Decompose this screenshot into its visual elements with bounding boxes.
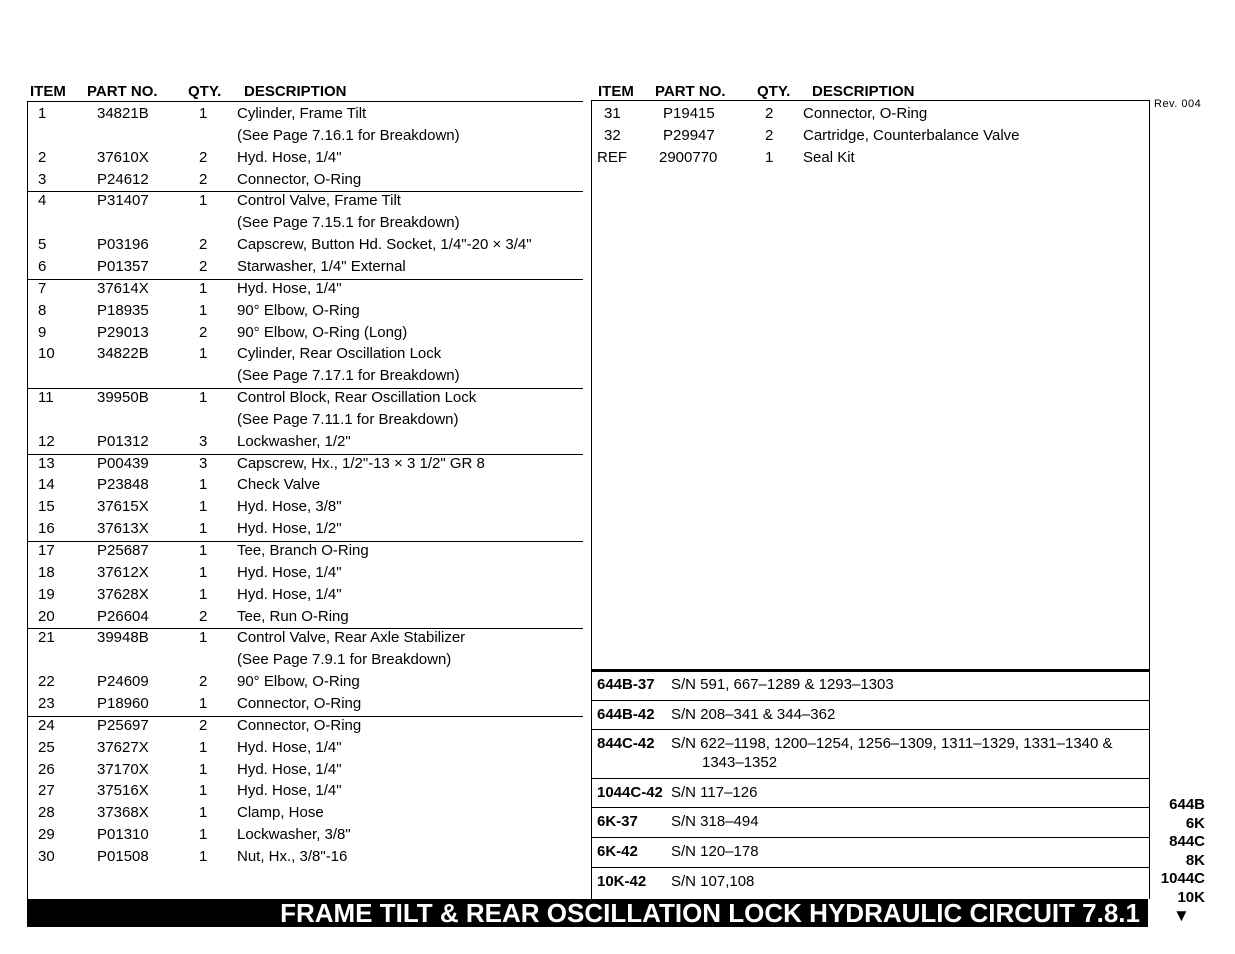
qty-cell: 1 [199, 804, 208, 822]
qty-cell: 1 [199, 301, 208, 319]
qty-cell: 1 [199, 629, 208, 647]
serial-entry [597, 705, 1147, 724]
part-no-cell: P31407 [97, 192, 149, 210]
serial-separator [592, 700, 1149, 701]
description-cell: Control Valve, Frame Tilt [237, 192, 401, 210]
serial-range: S/N 107,108 [671, 873, 755, 890]
part-no-cell: P29947 [663, 126, 715, 144]
group-separator [27, 388, 583, 389]
description-cell: Hyd. Hose, 1/4" [237, 760, 342, 778]
table-row [0, 453, 590, 475]
table-row [0, 365, 590, 387]
item-cell: 23 [38, 694, 55, 712]
table-row [0, 409, 590, 431]
part-no-cell: P18960 [97, 694, 149, 712]
qty-cell: 1 [199, 279, 208, 297]
part-no-cell: 37615X [97, 498, 149, 516]
table-row [0, 322, 590, 344]
serial-entry [597, 783, 1147, 802]
description-cell: Tee, Branch O-Ring [237, 542, 369, 559]
part-no-cell: P01508 [97, 847, 149, 865]
serial-range: S/N 318–494 [671, 813, 759, 830]
description-cell: Connector, O-Ring [237, 694, 362, 712]
side-model: 10K [1177, 888, 1205, 906]
qty-cell: 1 [199, 563, 208, 581]
serial-model: 644B-37 [597, 676, 655, 693]
group-separator [27, 454, 583, 455]
table-row [0, 518, 590, 540]
table-row [0, 715, 590, 737]
part-no-cell: 34822B [97, 345, 149, 363]
item-cell: 2 [38, 148, 47, 166]
table-row [0, 300, 590, 322]
part-no-cell: 37613X [97, 520, 149, 538]
part-no-cell: P29013 [97, 323, 149, 341]
description-cell: Lockwasher, 1/2" [237, 432, 351, 450]
serial-separator [592, 778, 1149, 779]
description-cell: 90° Elbow, O-Ring [237, 673, 360, 691]
table-row [0, 103, 1150, 125]
qty-cell: 2 [765, 126, 774, 144]
description-cell: Cartridge, Counterbalance Valve [803, 126, 1020, 144]
description-cell: (See Page 7.11.1 for Breakdown) [237, 410, 459, 428]
serial-entry [597, 842, 1147, 861]
serial-separator [592, 729, 1149, 730]
description-cell: Hyd. Hose, 1/4" [237, 782, 342, 800]
arrow-down-icon: ▼ [1173, 906, 1190, 925]
qty-cell: 2 [199, 257, 208, 275]
group-separator [27, 279, 583, 280]
header-description: DESCRIPTION [244, 83, 347, 100]
item-cell: 3 [38, 170, 47, 188]
serial-range: S/N 208–341 & 344–362 [671, 706, 836, 723]
item-cell: 4 [38, 192, 47, 210]
description-cell: Nut, Hx., 3/8"-16 [237, 847, 348, 865]
description-cell: Lockwasher, 3/8" [237, 826, 351, 844]
description-cell: Hyd. Hose, 1/4" [237, 585, 342, 603]
table-row [0, 846, 590, 868]
table-row [0, 147, 1150, 169]
item-cell: 19 [38, 585, 55, 603]
item-cell: 20 [38, 607, 55, 625]
side-model: 844C [1169, 833, 1205, 850]
qty-cell: 2 [199, 607, 208, 625]
table-row [0, 649, 590, 671]
table-row [0, 256, 590, 278]
qty-cell: 1 [199, 847, 208, 865]
part-no-cell: 34821B [97, 105, 149, 122]
item-cell: 11 [38, 389, 54, 407]
description-cell: Capscrew, Hx., 1/2"-13 × 3 1/2" GR 8 [237, 454, 485, 472]
part-no-cell: 37368X [97, 804, 149, 822]
serial-separator [592, 867, 1149, 868]
description-cell: Hyd. Hose, 1/4" [237, 563, 342, 581]
serial-range-continued: 1343–1352 [702, 754, 778, 771]
header-item: ITEM [598, 83, 634, 100]
table-row [0, 431, 590, 453]
serial-entry [597, 812, 1147, 831]
part-no-cell: 39948B [97, 629, 149, 647]
qty-cell: 1 [199, 192, 208, 210]
revision-label: Rev. 004 [1154, 98, 1202, 110]
table-row [0, 627, 590, 649]
table-row [0, 759, 590, 781]
item-cell: 7 [38, 279, 47, 297]
item-cell: 12 [38, 432, 55, 450]
qty-cell: 2 [765, 105, 774, 122]
table-row [0, 802, 590, 824]
qty-cell: 1 [199, 694, 208, 712]
description-cell: Clamp, Hose [237, 804, 324, 822]
qty-cell: 2 [199, 673, 208, 691]
table-row [0, 496, 590, 518]
item-cell: 32 [604, 126, 621, 144]
part-no-cell: P26604 [97, 607, 149, 625]
part-no-cell: 37170X [97, 760, 149, 778]
side-model: 644B [1169, 796, 1205, 813]
serial-model: 6K-42 [597, 843, 638, 860]
part-no-cell: 37612X [97, 563, 149, 581]
part-no-cell: P00439 [97, 454, 149, 472]
qty-cell: 1 [199, 826, 208, 844]
table-row [0, 824, 590, 846]
qty-cell: 1 [199, 498, 208, 516]
description-cell: Control Block, Rear Oscillation Lock [237, 389, 477, 407]
part-no-cell: P24612 [97, 170, 149, 188]
table-row [0, 780, 590, 802]
qty-cell: 1 [199, 738, 208, 756]
part-no-cell: P01312 [97, 432, 149, 450]
part-no-cell: P25697 [97, 716, 149, 734]
group-separator [27, 628, 583, 629]
table-row [0, 540, 590, 562]
description-cell: Capscrew, Button Hd. Socket, 1/4"-20 × 3/4" [237, 236, 532, 254]
description-cell: Starwasher, 1/4" External [237, 257, 406, 275]
description-cell: 90° Elbow, O-Ring [237, 301, 360, 319]
qty-cell: 2 [199, 236, 208, 254]
item-cell: 13 [38, 454, 55, 472]
item-cell: 18 [38, 563, 55, 581]
table-row [0, 606, 590, 628]
item-cell: REF [597, 148, 627, 166]
header-item: ITEM [30, 83, 66, 100]
item-cell: 16 [38, 520, 55, 538]
item-cell: 29 [38, 826, 55, 844]
qty-cell: 1 [199, 542, 208, 559]
description-cell: Check Valve [237, 476, 321, 494]
serial-range: S/N 622–1198, 1200–1254, 1256–1309, 1311–1329, 1331–1340 & [671, 735, 1113, 752]
part-no-cell: 37627X [97, 738, 149, 756]
part-no-cell: P25687 [97, 542, 149, 559]
part-no-cell: 37516X [97, 782, 149, 800]
qty-cell: 3 [199, 454, 208, 472]
header-qty: QTY. [188, 83, 222, 100]
item-cell: 15 [38, 498, 55, 516]
right-table-right-rule [1149, 100, 1150, 899]
description-cell: Seal Kit [803, 148, 855, 166]
description-cell: 90° Elbow, O-Ring (Long) [237, 323, 408, 341]
part-no-cell: 39950B [97, 389, 149, 407]
item-cell: 27 [38, 782, 55, 800]
item-cell: 1 [38, 105, 47, 122]
description-cell: (See Page 7.15.1 for Breakdown) [237, 214, 460, 232]
item-cell: 10 [38, 345, 55, 363]
qty-cell: 1 [199, 520, 208, 538]
description-cell: Cylinder, Frame Tilt [237, 105, 367, 122]
description-cell: Cylinder, Rear Oscillation Lock [237, 345, 442, 363]
item-cell: 21 [38, 629, 55, 647]
item-cell: 30 [38, 847, 55, 865]
qty-cell: 2 [199, 170, 208, 188]
qty-cell: 1 [199, 476, 208, 494]
serial-separator [592, 837, 1149, 838]
qty-cell: 3 [199, 432, 208, 450]
header-qty: QTY. [757, 83, 791, 100]
part-no-cell: P18935 [97, 301, 149, 319]
item-cell: 14 [38, 476, 55, 494]
item-cell: 28 [38, 804, 55, 822]
qty-cell: 1 [199, 105, 208, 122]
description-cell: (See Page 7.16.1 for Breakdown) [237, 126, 460, 144]
table-row [0, 278, 590, 300]
description-cell: (See Page 7.17.1 for Breakdown) [237, 367, 460, 385]
part-no-cell: 2900770 [659, 148, 718, 166]
description-cell: Hyd. Hose, 1/4" [237, 738, 342, 756]
part-no-cell: P01357 [97, 257, 149, 275]
part-no-cell: 37614X [97, 279, 149, 297]
table-row [0, 584, 590, 606]
side-model: 1044C [1160, 870, 1205, 887]
item-cell: 17 [38, 542, 55, 559]
group-separator [27, 541, 583, 542]
table-row [0, 671, 590, 693]
qty-cell: 1 [199, 345, 208, 363]
description-cell: Hyd. Hose, 1/2" [237, 520, 342, 538]
serial-entry [597, 734, 1147, 772]
serial-model: 1044C-42 [597, 784, 663, 801]
qty-cell: 1 [765, 148, 774, 166]
item-cell: 22 [38, 673, 55, 691]
description-cell: Control Valve, Rear Axle Stabilizer [237, 629, 466, 647]
item-cell: 9 [38, 323, 47, 341]
table-row [0, 474, 590, 496]
part-no-cell: P23848 [97, 476, 149, 494]
header-part-no: PART NO. [87, 83, 158, 100]
serial-model: 644B-42 [597, 706, 655, 723]
serial-section-top-rule [591, 669, 1150, 672]
table-row [0, 234, 590, 256]
qty-cell: 1 [199, 389, 208, 407]
table-row [0, 343, 590, 365]
description-cell: Connector, O-Ring [803, 105, 928, 122]
description-cell: Hyd. Hose, 1/4" [237, 148, 342, 166]
description-cell: Hyd. Hose, 3/8" [237, 498, 342, 516]
qty-cell: 1 [199, 782, 208, 800]
part-no-cell: P24609 [97, 673, 149, 691]
qty-cell: 2 [199, 716, 208, 734]
part-no-cell: P03196 [97, 236, 149, 254]
item-cell: 24 [38, 716, 55, 734]
serial-range: S/N 120–178 [671, 843, 759, 860]
side-model-list [1161, 796, 1205, 907]
serial-entry [597, 872, 1147, 891]
description-cell: (See Page 7.9.1 for Breakdown) [237, 651, 452, 669]
page-title: FRAME TILT & REAR OSCILLATION LOCK HYDRAULIC CIRCUIT 7.8.1 [27, 899, 1148, 927]
table-row [0, 737, 590, 759]
item-cell: 26 [38, 760, 55, 778]
header-part-no: PART NO. [655, 83, 726, 100]
qty-cell: 1 [199, 760, 208, 778]
table-row [0, 190, 590, 212]
qty-cell: 1 [199, 585, 208, 603]
part-no-cell: P19415 [663, 105, 715, 122]
item-cell: 8 [38, 301, 47, 319]
serial-entry [597, 675, 1147, 694]
table-row [0, 387, 590, 409]
description-cell: Connector, O-Ring [237, 170, 362, 188]
description-cell: Hyd. Hose, 1/4" [237, 279, 342, 297]
qty-cell: 2 [199, 323, 208, 341]
part-no-cell: P01310 [97, 826, 149, 844]
serial-range: S/N 591, 667–1289 & 1293–1303 [671, 676, 894, 693]
table-row [0, 125, 1150, 147]
description-cell: Connector, O-Ring [237, 716, 362, 734]
table-row [0, 693, 590, 715]
header-description: DESCRIPTION [812, 83, 915, 100]
serial-range: S/N 117–126 [671, 784, 758, 801]
item-cell: 25 [38, 738, 55, 756]
description-cell: Tee, Run O-Ring [237, 607, 349, 625]
serial-model: 10K-42 [597, 873, 647, 890]
group-separator [27, 716, 583, 717]
side-model: 8K [1185, 851, 1205, 869]
group-separator [27, 191, 583, 192]
table-row [0, 212, 590, 234]
item-cell: 5 [38, 236, 47, 254]
item-cell: 6 [38, 257, 47, 275]
side-model: 6K [1185, 814, 1205, 832]
serial-model: 844C-42 [597, 735, 655, 752]
part-no-cell: 37628X [97, 585, 149, 603]
divider-rule [591, 100, 592, 899]
table-row [0, 169, 590, 191]
part-no-cell: 37610X [97, 148, 149, 166]
qty-cell: 2 [199, 148, 208, 166]
serial-model: 6K-37 [597, 813, 638, 830]
left-table-top-rule [27, 101, 583, 102]
serial-separator [592, 807, 1149, 808]
right-table-top-rule [592, 100, 1150, 101]
item-cell: 31 [604, 105, 621, 122]
table-row [0, 562, 590, 584]
